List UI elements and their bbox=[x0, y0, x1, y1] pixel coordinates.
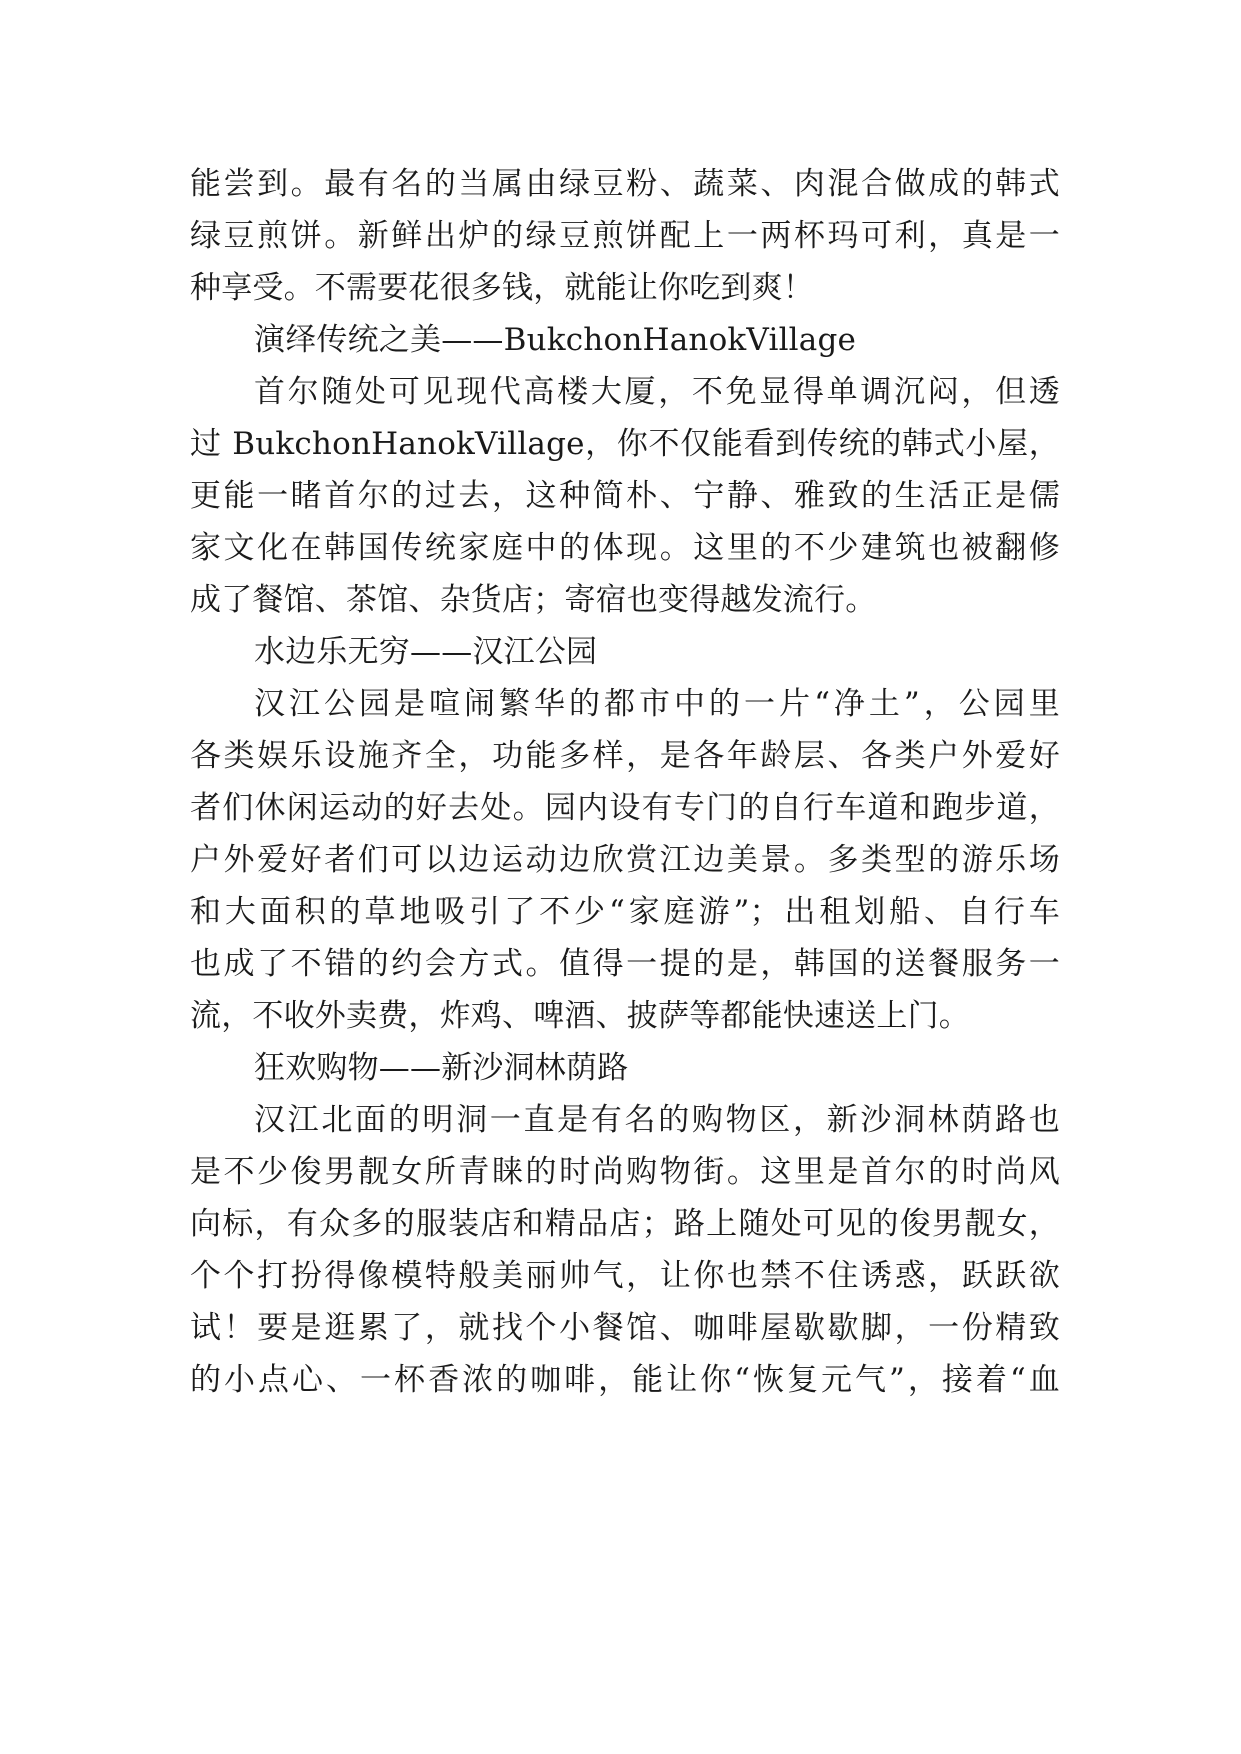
paragraph-line: 流，不收外卖费，炸鸡、啤酒、披萨等都能快速送上门。 bbox=[190, 998, 970, 1034]
paragraph-line: 向标，有众多的服装店和精品店；路上随处可见的俊男靓女， bbox=[190, 1206, 1060, 1242]
paragraph-line: 种享受。不需要花很多钱，就能让你吃到爽！ bbox=[190, 270, 814, 306]
paragraph-line: 户外爱好者们可以边运动边欣赏江边美景。多类型的游乐场 bbox=[190, 842, 1060, 878]
section-heading-bukchon: 演绎传统之美——BukchonHanokVillage bbox=[254, 322, 857, 358]
paragraph-line: 的小点心、一杯香浓的咖啡，能让你“恢复元气”，接着“血 bbox=[190, 1362, 1060, 1398]
section-heading-hangang-park: 水边乐无穷——汉江公园 bbox=[254, 634, 598, 670]
paragraph-line: 者们休闲运动的好去处。园内设有专门的自行车道和跑步道， bbox=[190, 790, 1060, 826]
document-body bbox=[190, 158, 1060, 1406]
paragraph-line: 成了餐馆、茶馆、杂货店；寄宿也变得越发流行。 bbox=[190, 582, 877, 618]
paragraph-line: 能尝到。最有名的当属由绿豆粉、蔬菜、肉混合做成的韩式 bbox=[190, 166, 1060, 202]
paragraph-line: 家文化在韩国传统家庭中的体现。这里的不少建筑也被翻修 bbox=[190, 530, 1060, 566]
paragraph-line: 个个打扮得像模特般美丽帅气，让你也禁不住诱惑，跃跃欲 bbox=[190, 1258, 1060, 1294]
paragraph-line: 绿豆煎饼。新鲜出炉的绿豆煎饼配上一两杯玛可利，真是一 bbox=[190, 218, 1060, 254]
paragraph-line: 和大面积的草地吸引了不少“家庭游”；出租划船、自行车 bbox=[190, 894, 1060, 930]
paragraph-line: 汉江北面的明洞一直是有名的购物区，新沙洞林荫路也 bbox=[254, 1102, 1060, 1138]
paragraph-line: 也成了不错的约会方式。值得一提的是，韩国的送餐服务一 bbox=[190, 946, 1060, 982]
paragraph-line: 更能一睹首尔的过去，这种简朴、宁静、雅致的生活正是儒 bbox=[190, 478, 1060, 514]
paragraph-line: 首尔随处可见现代高楼大厦，不免显得单调沉闷，但透 bbox=[254, 374, 1060, 410]
paragraph-line: 汉江公园是喧闹繁华的都市中的一片“净土”，公园里 bbox=[254, 686, 1060, 722]
paragraph-line: 试！要是逛累了，就找个小餐馆、咖啡屋歇歇脚，一份精致 bbox=[190, 1310, 1060, 1346]
paragraph-line: 各类娱乐设施齐全，功能多样，是各年龄层、各类户外爱好 bbox=[190, 738, 1060, 774]
paragraph-line: 过 BukchonHanokVillage，你不仅能看到传统的韩式小屋， bbox=[190, 426, 1060, 462]
section-heading-shopping: 狂欢购物——新沙洞林荫路 bbox=[254, 1050, 629, 1086]
paragraph-line: 是不少俊男靓女所青睐的时尚购物街。这里是首尔的时尚风 bbox=[190, 1154, 1060, 1190]
